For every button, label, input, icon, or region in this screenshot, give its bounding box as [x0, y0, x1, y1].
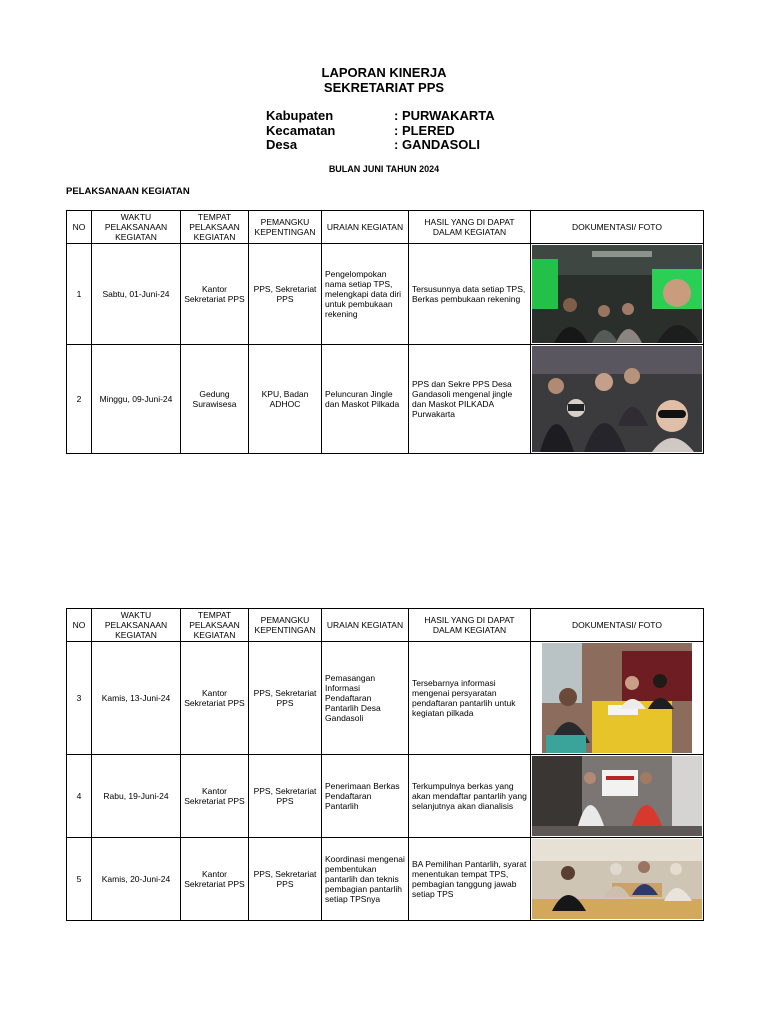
activity-photo — [532, 756, 702, 836]
col-header-waktu: WAKTU PELAKSANAAN KEGIATAN — [92, 609, 181, 642]
row-uraian: Pemasangan Informasi Pendaftaran Pantarlih Desa Gandasoli — [322, 642, 409, 755]
col-header-tempat: TEMPAT PELAKSAAN KEGIATAN — [181, 609, 249, 642]
report-title: LAPORAN KINERJA — [321, 65, 447, 80]
col-header-hasil: HASIL YANG DI DAPAT DALAM KEGIATAN — [409, 211, 531, 244]
desa-row — [266, 138, 495, 153]
report-subtitle: SEKRETARIAT PPS — [323, 80, 445, 95]
col-header-no: NO — [67, 211, 92, 244]
row-uraian: Koordinasi mengenai pembentukan pantarlih dan teknis pembagian pantarlih setiap TPSnya — [322, 838, 409, 921]
table-row — [67, 244, 704, 345]
activity-photo — [532, 643, 702, 753]
table-row — [67, 838, 704, 921]
row-uraian: Peluncuran Jingle dan Maskot Pilkada — [322, 345, 409, 454]
col-header-no: NO — [67, 609, 92, 642]
kabupaten-label: Kabupaten — [266, 108, 334, 123]
row-hasil: PPS dan Sekre PPS Desa Gandasoli mengenal jingle dan Maskot PILKADA Purwakarta — [409, 345, 531, 454]
table-header-row — [67, 609, 704, 642]
row-waktu: Sabtu, 01-Juni-24 — [92, 244, 181, 345]
row-tempat: Kantor Sekretariat PPS — [181, 755, 249, 838]
row-photo — [531, 755, 704, 838]
row-hasil: Tersusunnya data setiap TPS, Berkas pembukaan rekening — [409, 244, 531, 345]
kabupaten-value: : PURWAKARTA — [394, 108, 495, 123]
col-header-pemangku: PEMANGKU KEPENTINGAN — [249, 609, 322, 642]
row-pemangku: PPS, Sekretariat PPS — [249, 642, 322, 755]
col-header-uraian: URAIAN KEGIATAN — [322, 609, 409, 642]
activity-photo — [532, 346, 702, 452]
col-header-waktu: WAKTU PELAKSANAAN KEGIATAN — [92, 211, 181, 244]
row-no: 3 — [67, 642, 92, 755]
kabupaten-row — [266, 109, 495, 124]
section-heading: PELAKSANAAN KEGIATAN — [66, 186, 190, 197]
kecamatan-label: Kecamatan — [266, 122, 336, 138]
kecamatan-row — [266, 124, 495, 139]
row-hasil: Terkumpulnya berkas yang akan mendaftar pantarlih yang selanjutnya akan dianalisis — [409, 755, 531, 838]
row-tempat: Gedung Surawisesa — [181, 345, 249, 454]
row-tempat: Kantor Sekretariat PPS — [181, 642, 249, 755]
row-waktu: Kamis, 20-Juni-24 — [92, 838, 181, 921]
row-photo — [531, 838, 704, 921]
row-no: 5 — [67, 838, 92, 921]
row-waktu: Kamis, 13-Juni-24 — [92, 642, 181, 755]
report-month: BULAN JUNI TAHUN 2024 — [328, 164, 440, 174]
row-photo — [531, 244, 704, 345]
activity-photo — [532, 245, 702, 343]
row-pemangku: PPS, Sekretariat PPS — [249, 244, 322, 345]
table-row — [67, 755, 704, 838]
desa-label: Desa — [266, 137, 298, 152]
desa-value: : GANDASOLI — [394, 137, 480, 152]
row-no: 2 — [67, 345, 92, 454]
row-hasil: BA Pemilihan Pantarlih, syarat menentukan tempat TPS, pembagian tanggung jawab setiap TPS — [409, 838, 531, 921]
row-pemangku: PPS, Sekretariat PPS — [249, 838, 322, 921]
row-pemangku: PPS, Sekretariat PPS — [249, 755, 322, 838]
row-no: 1 — [67, 244, 92, 345]
row-photo — [531, 642, 704, 755]
row-uraian: Pengelompokan nama setiap TPS, melengkapi data diri untuk pembukaan rekening — [322, 244, 409, 345]
col-header-tempat: TEMPAT PELAKSAAN KEGIATAN — [181, 211, 249, 244]
row-waktu: Minggu, 09-Juni-24 — [92, 345, 181, 454]
table-header-row — [67, 211, 704, 244]
row-tempat: Kantor Sekretariat PPS — [181, 244, 249, 345]
row-photo — [531, 345, 704, 454]
row-hasil: Tersebarnya informasi mengenai persyaratan pendaftaran pantarlih untuk kegiatan pilkada — [409, 642, 531, 755]
row-tempat: Kantor Sekretariat PPS — [181, 838, 249, 921]
row-pemangku: KPU, Badan ADHOC — [249, 345, 322, 454]
col-header-uraian: URAIAN KEGIATAN — [322, 211, 409, 244]
table-row — [67, 642, 704, 755]
row-no: 4 — [67, 755, 92, 838]
location-info — [266, 109, 495, 153]
row-waktu: Rabu, 19-Juni-24 — [92, 755, 181, 838]
row-uraian: Penerimaan Berkas Pendaftaran Pantarlih — [322, 755, 409, 838]
activity-table-2 — [66, 608, 704, 921]
col-header-pemangku: PEMANGKU KEPENTINGAN — [249, 211, 322, 244]
activity-table-1 — [66, 210, 704, 454]
col-header-dokumentasi: DOKUMENTASI/ FOTO — [531, 211, 704, 244]
table-row — [67, 345, 704, 454]
col-header-hasil: HASIL YANG DI DAPAT DALAM KEGIATAN — [409, 609, 531, 642]
activity-photo — [532, 839, 702, 919]
kecamatan-value: : PLERED — [394, 122, 455, 138]
col-header-dokumentasi: DOKUMENTASI/ FOTO — [531, 609, 704, 642]
